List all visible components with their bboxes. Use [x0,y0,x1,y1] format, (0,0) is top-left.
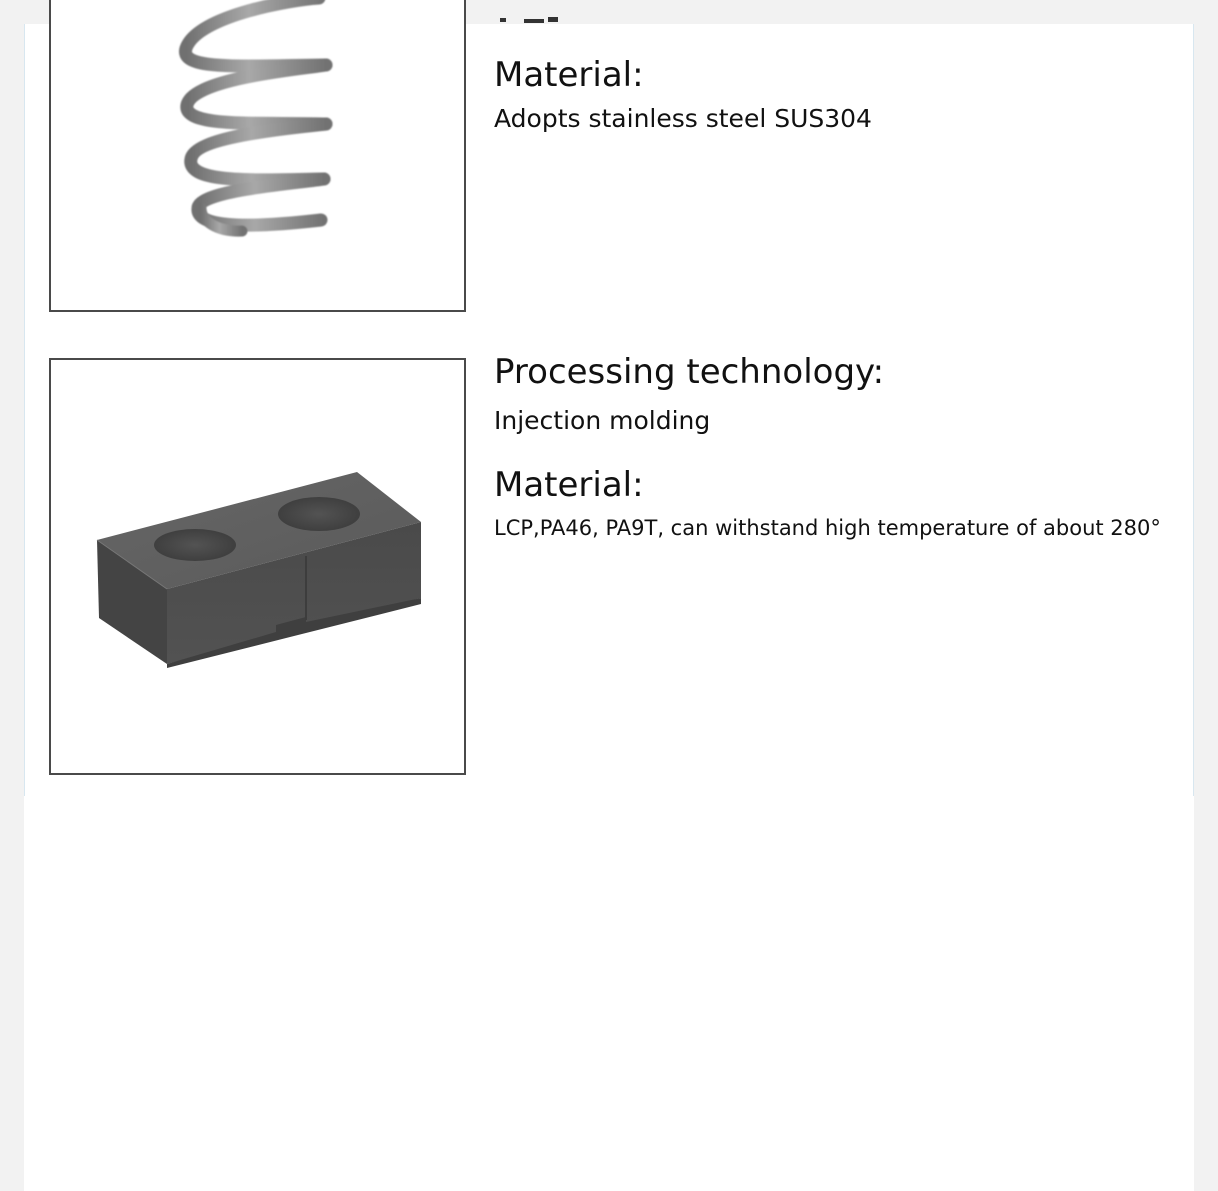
block-material-heading: Material: [494,465,644,505]
block-material-value: LCP,PA46, PA9T, can withstand high temperature of about 280° [494,516,1161,540]
spring-image-icon [51,0,464,310]
cropped-text-fragment-icon [500,11,566,24]
spring-image-frame [49,0,466,312]
block-image-icon [51,360,464,773]
card-right-edge [1193,24,1194,796]
block-image-frame [49,358,466,775]
cropped-text-fragment [500,10,566,24]
spring-material-value: Adopts stainless steel SUS304 [494,104,872,133]
spring-material-heading: Material: [494,55,644,95]
processing-technology-heading: Processing technology: [494,352,885,392]
card-left-edge [24,24,25,796]
processing-technology-value: Injection molding [494,406,711,435]
